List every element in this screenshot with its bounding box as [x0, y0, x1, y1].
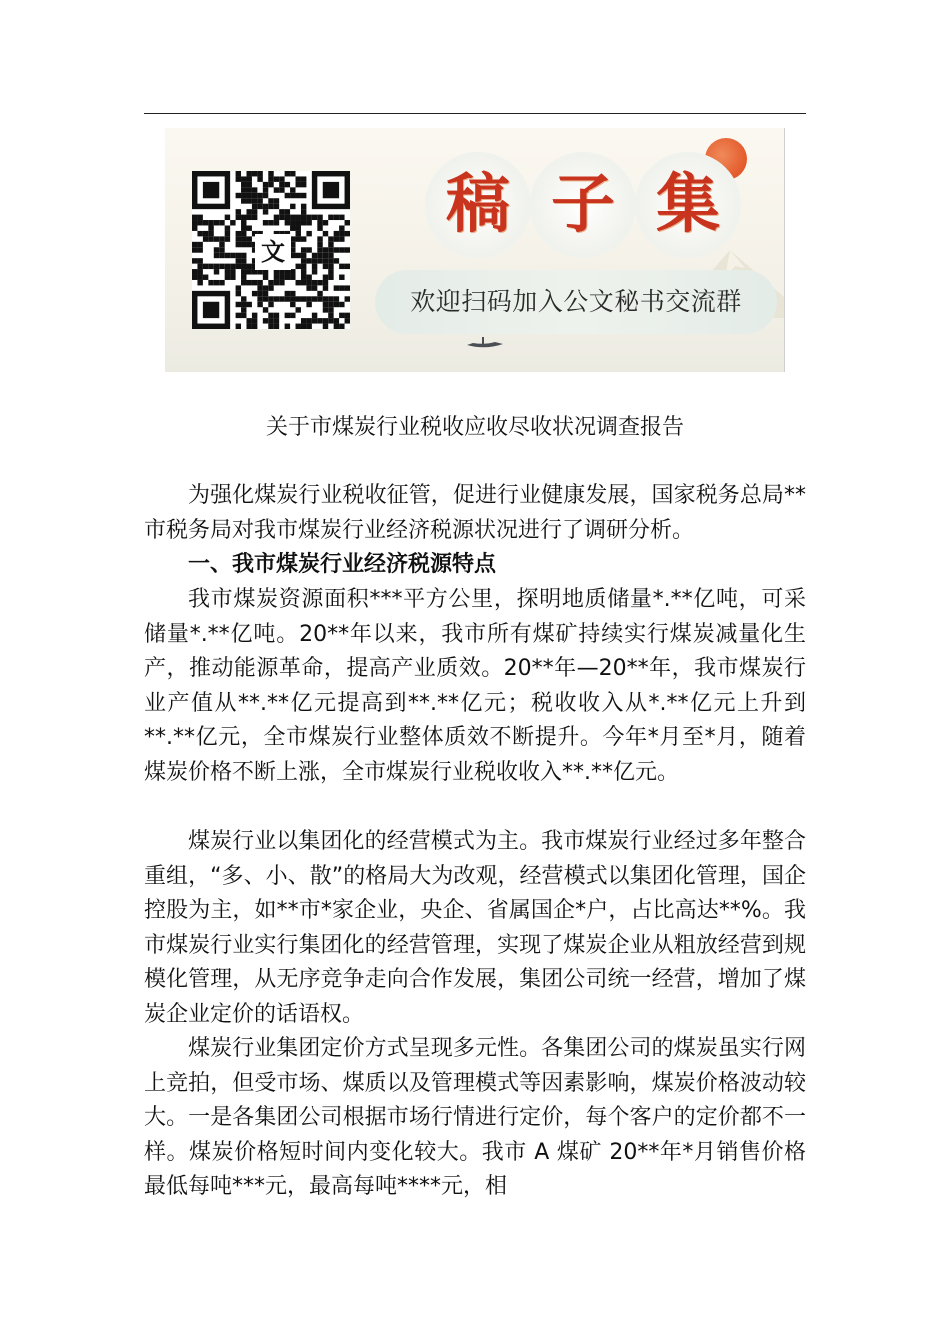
boat-decoration	[465, 336, 505, 350]
banner-title-char-3: 集	[656, 167, 720, 242]
paragraph-pricing: 煤炭行业集团定价方式呈现多元性。各集团公司的煤炭虽实行网上竞拍，但受市场、煤质以及管理模式等因素影响，煤炭价格波动较大。一是各集团公司根据市场行情进行定价，每个客户的定价都不一样。煤炭价格短时间内变化较大。我市 A 煤矿 20**年*月销售价格最低每吨***元，最高每吨****元，相	[144, 1036, 806, 1199]
qr-code	[192, 171, 350, 329]
document-title: 关于市煤炭行业税收应收尽收状况调查报告	[265, 415, 684, 440]
banner-title-char-2: 子	[551, 167, 615, 242]
header-rule	[144, 113, 806, 114]
promo-banner	[165, 128, 785, 372]
qr-center-badge: 文	[255, 234, 291, 270]
paragraph-group-model: 煤炭行业以集团化的经营模式为主。我市煤炭行业经过多年整合重组，“多、小、散”的格局大为改观，经营模式以集团化管理，国企控股为主，如**市*家企业，央企、省属国企*户，占比高达**%。我市煤炭行业实行集团化的经营管理，实现了煤炭企业从粗放经营到规模化管理，从无序竞争走向合作发展，集团公司统一经营，增加了煤炭企业定价的话语权。	[144, 829, 806, 1027]
paragraph-intro: 为强化煤炭行业税收征管，促进行业健康发展，国家税务总局**市税务局对我市煤炭行业经济税源状况进行了调研分析。	[144, 483, 806, 543]
section-heading-1: 一、我市煤炭行业经济税源特点	[188, 552, 497, 577]
banner-title-char-1: 稿	[446, 167, 510, 242]
paragraph-resources: 我市煤炭资源面积***平方公里，探明地质储量*.**亿吨，可采储量*.**亿吨。20**年以来，我市所有煤矿持续实行煤炭减量化生产，推动能源革命，提高产业质效。20**年—20**年，我市煤炭行业产值从**.**亿元提高到**.**亿元；税收收入从*.**亿元上升到**.**亿元，全市煤炭行业整体质效不断提升。今年*月至*月，随着煤炭价格不断上涨，全市煤炭行业税收收入**.**亿元。	[144, 587, 806, 785]
banner-subtitle: 欢迎扫码加入公文秘书交流群	[410, 287, 742, 316]
